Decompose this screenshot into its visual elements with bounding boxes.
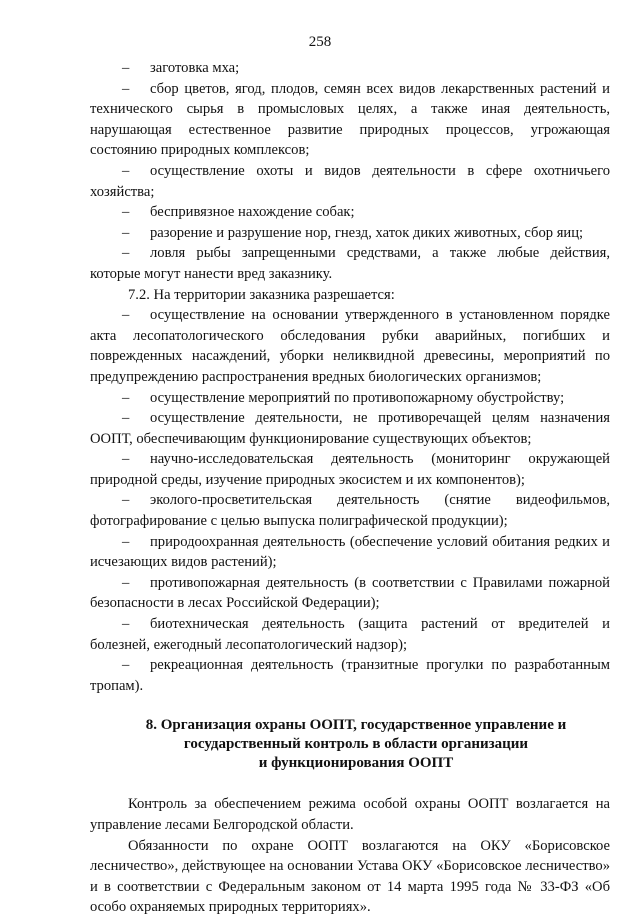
list-item-text: противопожарная деятельность (в соответствии с Правилами пожарной безопасности в лесах Российской Федерации); bbox=[90, 574, 610, 612]
list-dash: – bbox=[122, 204, 130, 221]
list-item bbox=[90, 532, 610, 573]
list-item-text: ловля рыбы запрещенными средствами, а также любые действия, которые могут нанести вред заказнику. bbox=[90, 245, 610, 282]
list-dash: – bbox=[122, 245, 130, 262]
list-item-text: рекреационная деятельность (транзитные прогулки по разработанным тропам). bbox=[90, 657, 610, 694]
list-item-text: сбор цветов, ягод, плодов, семян всех видов лекарственных растений и технического сырья в промысловых целях, а также иная деятельность, нарушающая естественное развитие природных процессов, угрожающая состоянию природных комплексов; bbox=[90, 80, 610, 159]
list-item-text: беспривязное нахождение собак; bbox=[150, 204, 355, 221]
list-dash: – bbox=[122, 616, 130, 633]
prohibited-list bbox=[90, 58, 610, 285]
paragraph: Контроль за обеспечением режима особой охраны ООПТ возлагается на управление лесами Белгородской области. bbox=[90, 796, 610, 833]
list-item bbox=[90, 202, 610, 223]
list-item bbox=[90, 243, 610, 284]
list-item bbox=[90, 614, 610, 655]
list-item bbox=[90, 573, 610, 614]
list-item-text: осуществление охоты и видов деятельности в сфере охотничьего хозяйства; bbox=[90, 162, 610, 200]
section-title-line: государственный контроль в области организации bbox=[183, 736, 529, 753]
list-item-text: природоохранная деятельность (обеспечение условий обитания редких и исчезающих видов растений); bbox=[90, 533, 610, 571]
list-dash: – bbox=[122, 162, 130, 179]
list-dash: – bbox=[122, 492, 130, 509]
list-dash: – bbox=[122, 224, 130, 241]
section-title-line: и функционирования ООПТ bbox=[258, 755, 454, 772]
list-item bbox=[90, 223, 610, 244]
document-body bbox=[90, 58, 610, 918]
list-item-text: разорение и разрушение нор, гнезд, хаток диких животных, сбор яиц; bbox=[150, 224, 584, 241]
list-item bbox=[90, 408, 610, 449]
list-item-text: биотехническая деятельность (защита растений от вредителей и болезней, ежегодный лесопатологический надзор); bbox=[90, 616, 610, 653]
list-item bbox=[90, 79, 610, 161]
list-item-text: научно-исследовательская деятельность (мониторинг окружающей природной среды, изучение природных экосистем и их компонентов); bbox=[90, 451, 610, 488]
list-dash: – bbox=[122, 307, 130, 324]
list-item-text: заготовка мха; bbox=[150, 60, 240, 76]
list-item bbox=[90, 58, 610, 79]
list-item bbox=[90, 388, 610, 409]
list-dash: – bbox=[122, 533, 130, 550]
list-dash: – bbox=[122, 451, 130, 468]
list-item-text: осуществление на основании утвержденного в установленном порядке акта лесопатологического обследования рубки аварийных, погибших и поврежденных насаждений, уборки неликвидной древесины, мероприятий по предупреждению распространения вредных биологических организмов; bbox=[90, 307, 610, 385]
allowed-list bbox=[90, 305, 610, 696]
list-dash: – bbox=[122, 80, 130, 97]
page-number: 258 bbox=[308, 34, 332, 50]
list-item bbox=[90, 305, 610, 387]
paragraph: Обязанности по охране ООПТ возлагаются на ОКУ «Борисовское лесничество», действующее на основании Устава ОКУ «Борисовское лесничество» и в соответствии с Федеральным законом от 14 марта 1995 года № 33-ФЗ «Об особо охраняемых природных территориях». bbox=[90, 837, 610, 916]
list-item-text: осуществление мероприятий по противопожарному обустройству; bbox=[150, 389, 565, 406]
section-title-line: 8. Организация охраны ООПТ, государственное управление и bbox=[145, 717, 567, 734]
subheading-7-2: 7.2. На территории заказника разрешается: bbox=[128, 286, 395, 303]
list-dash: – bbox=[122, 410, 130, 427]
list-item-text: эколого-просветительская деятельность (снятие видеофильмов, фотографирование с целью выпуска полиграфической продукции); bbox=[90, 492, 610, 530]
list-dash: – bbox=[122, 574, 130, 591]
list-item bbox=[90, 655, 610, 696]
list-dash: – bbox=[122, 389, 130, 406]
list-item bbox=[90, 161, 610, 202]
section-title bbox=[90, 716, 610, 773]
list-dash: – bbox=[122, 60, 130, 76]
list-item-text: осуществление деятельности, не противоречащей целям назначения ООПТ, обеспечивающим функционирование существующих объектов; bbox=[90, 410, 610, 447]
list-item bbox=[90, 490, 610, 531]
list-dash: – bbox=[122, 657, 130, 674]
list-item bbox=[90, 449, 610, 490]
